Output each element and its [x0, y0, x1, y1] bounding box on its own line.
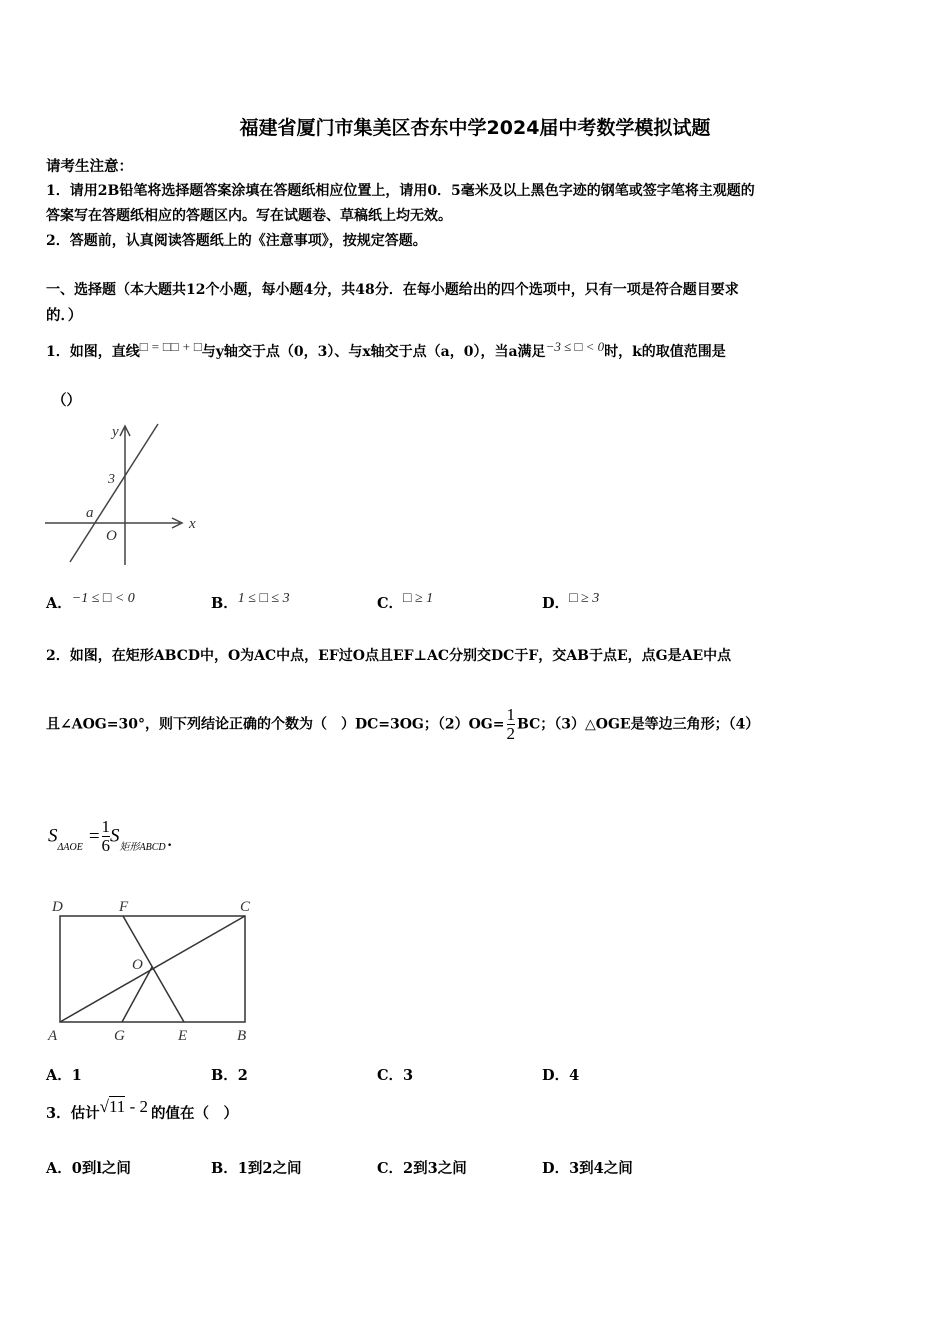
question-1-text	[46, 341, 726, 361]
option-letter: D．	[542, 1067, 570, 1084]
q3-option-b[interactable]	[211, 1157, 301, 1178]
y-label: y	[112, 424, 119, 440]
option-value: 1到2之间	[237, 1160, 302, 1177]
question-2-line-1: 2．如图，在矩形ABCD中，O为AC中点，EF过O点且EF⊥AC分别交DC于F，交AB于点E，点G是AE中点	[46, 648, 732, 664]
area-sub2: 矩形ABCD	[119, 842, 166, 854]
option-value: 4	[569, 1067, 580, 1084]
notice-item-1-line-2: 答案写在答题纸相应的答题区内。写在试题卷、草稿纸上均无效。	[46, 208, 452, 224]
option-math: □ ≥ 3	[569, 591, 600, 606]
option-letter: C．	[377, 1160, 404, 1177]
question-3-prefix: 3．估计	[46, 1105, 100, 1122]
option-letter: D．	[542, 595, 570, 612]
option-letter: B．	[211, 1067, 238, 1084]
question-2-line-2-b: BC；（3）△OGE是等边三角形；（4）	[517, 716, 760, 733]
q3-option-d[interactable]	[542, 1157, 633, 1178]
option-letter: A．	[46, 1067, 72, 1084]
area-eq: =	[88, 825, 100, 847]
q1-option-d[interactable]	[542, 592, 599, 613]
section-heading-line-2: 的．）	[46, 307, 83, 324]
q2-option-c[interactable]	[377, 1064, 413, 1085]
label-f: F	[119, 899, 129, 915]
three-label: 3	[108, 472, 115, 487]
option-letter: C．	[377, 1067, 404, 1084]
sqrt-expression: √11 - 2	[99, 1097, 148, 1116]
option-letter: A．	[46, 595, 72, 612]
question-1-prefix: 1．如图，直线	[46, 344, 140, 360]
question-3-text	[46, 1097, 238, 1123]
area-end: .	[167, 833, 172, 851]
question-3-suffix: 的值在（ ）	[150, 1105, 238, 1122]
option-math: 1 ≤ □ ≤ 3	[237, 591, 290, 606]
label-g: G	[114, 1028, 125, 1044]
question-1-paren: （）	[52, 392, 81, 409]
fraction-one-half	[507, 706, 516, 743]
label-e: E	[178, 1028, 188, 1044]
x-label: x	[189, 516, 196, 532]
radicand: 11	[108, 1097, 126, 1116]
option-value: 1	[71, 1067, 82, 1084]
area-s2: S	[110, 825, 120, 847]
q3-option-c[interactable]	[377, 1157, 467, 1178]
option-letter: C．	[377, 595, 404, 612]
notice-heading: 请考生注意：	[46, 158, 133, 175]
option-value: 3到4之间	[569, 1160, 633, 1177]
diagonal-ac	[60, 916, 245, 1022]
frac-den: 6	[101, 836, 111, 855]
q2-option-b[interactable]	[211, 1064, 248, 1085]
label-a: A	[48, 1028, 58, 1044]
q1-option-a[interactable]	[46, 592, 135, 613]
q3-option-a[interactable]	[46, 1157, 131, 1178]
question-1-line-formula: □ = □□ + □	[139, 339, 202, 354]
notice-item-2: 2．答题前，认真阅读答题纸上的《注意事项》，按规定答题。	[46, 233, 427, 249]
question-1-graph	[40, 420, 210, 570]
option-letter: B．	[211, 1160, 238, 1177]
option-math: −1 ≤ □ < 0	[71, 591, 135, 606]
label-d: D	[52, 899, 63, 915]
fraction-one-sixth	[102, 818, 111, 855]
q2-option-a[interactable]	[46, 1064, 82, 1085]
q1-option-b[interactable]	[211, 592, 290, 613]
option-letter: B．	[211, 595, 238, 612]
origin-label: O	[106, 528, 117, 544]
q1-option-c[interactable]	[377, 592, 433, 613]
option-value: 0到l之间	[71, 1160, 131, 1177]
label-b: B	[237, 1028, 247, 1044]
a-label: a	[86, 505, 94, 521]
minus-two: - 2	[129, 1097, 148, 1116]
question-2-line-2-a: 且∠AOG=30°，则下列结论正确的个数为（ ）DC=3OG；（2）OG=	[46, 716, 505, 733]
frac-den: 2	[506, 724, 515, 743]
question-2-figure	[44, 895, 264, 1050]
question-1-suffix: 时，k的取值范围是	[604, 344, 726, 360]
segment-og	[122, 967, 152, 1022]
label-c: C	[240, 899, 251, 915]
option-value: 3	[403, 1067, 414, 1084]
question-2-line-2	[46, 706, 759, 743]
area-s1: S	[48, 825, 58, 847]
label-o: O	[132, 957, 143, 973]
question-1-condition: −3 ≤ □ < 0	[545, 339, 605, 354]
option-value: 2	[237, 1067, 248, 1084]
area-sub1: ΔAOE	[57, 842, 83, 854]
option-value: 2到3之间	[403, 1160, 467, 1177]
area-formula	[48, 818, 172, 855]
page-title: 福建省厦门市集美区杏东中学2024届中考数学模拟试题	[239, 117, 711, 139]
frac-num: 1	[101, 817, 111, 836]
option-letter: A．	[46, 1160, 72, 1177]
section-heading-line-1: 一、选择题（本大题共12个小题，每小题4分，共48分．在每小题给出的四个选项中，只有一项是符合题目要求	[46, 282, 739, 298]
notice-item-1-line-1: 1．请用2B铅笔将选择题答案涂填在答题纸相应位置上，请用0．5毫米及以上黑色字迹的钢笔或签字笔将主观题的	[46, 183, 755, 199]
frac-num: 1	[506, 705, 515, 724]
q2-option-d[interactable]	[542, 1064, 579, 1085]
question-1-mid: 与y轴交于点（0，3）、与x轴交于点（a，0），当a满足	[201, 344, 546, 360]
option-math: □ ≥ 1	[403, 591, 434, 606]
option-letter: D．	[542, 1160, 570, 1177]
